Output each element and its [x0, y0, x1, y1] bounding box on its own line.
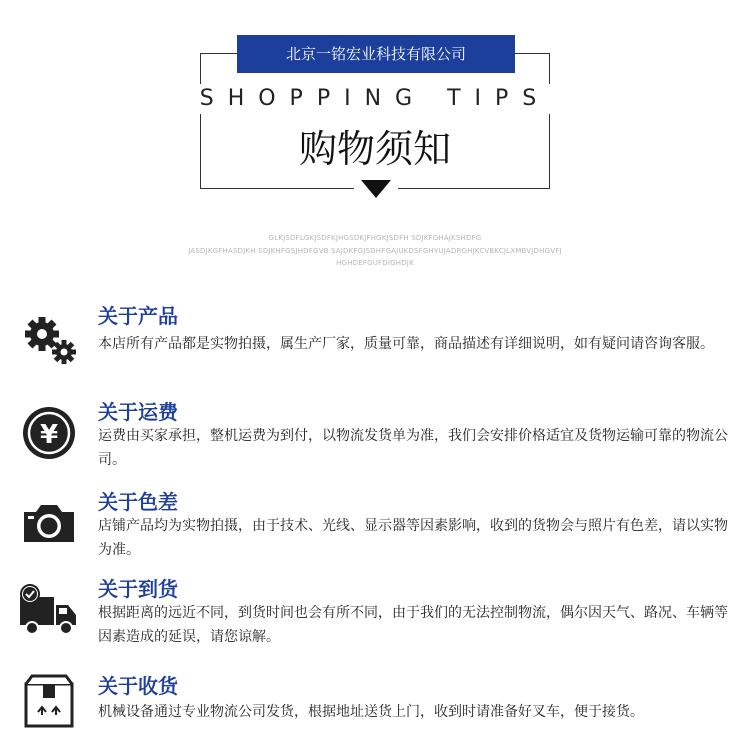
section-body: 店铺产品均为实物拍摄，由于技术、光线、显示器等因素影响，收到的货物会与照片有色差，请以实物为准。 [98, 518, 728, 558]
section-heading: 关于收货 [98, 674, 178, 698]
package-box-icon [18, 670, 80, 732]
decorative-filler-line-3: HGHDEFGUFDIGHDJK [336, 259, 414, 267]
camera-icon [18, 492, 80, 554]
section-body: 运费由买家承担，整机运费为到付，以物流发货单为准，我们会安排价格适宜及货物运输可靠的物流公司。 [98, 428, 728, 468]
section-heading: 关于色差 [98, 490, 178, 514]
page-title: 购物须知 [298, 127, 451, 171]
section-heading: 关于产品 [98, 304, 178, 328]
shopping-tips-label: SHOPPING TIPS [150, 84, 600, 114]
section-body: 本店所有产品都是实物拍摄，属生产厂家，质量可靠，商品描述有详细说明，如有疑问请咨询客服。 [98, 336, 714, 352]
decorative-filler-line-2: JASDJKGFHASDJKH SDJKHFGSJHDFGVB SAJDKFGJSDHFGAJUKDSFGHYUJADRGHJKCVBKCJLXMBVJDHGVFJ [188, 247, 562, 255]
decorative-filler-line-1: GLKJSDFLGKJSDFKJHGSDKJFHGKJSDFH SDJKFGHAJKSHDFG [268, 234, 482, 242]
section-body: 机械设备通过专业物流公司发货，根据地址送货上门，收到时请准备好叉车，便于接货。 [98, 704, 644, 720]
down-arrow-icon [361, 180, 391, 198]
delivery-truck-icon [18, 581, 80, 643]
section-heading: 关于运费 [98, 400, 178, 424]
yen-coin-icon [18, 402, 80, 464]
gears-icon [18, 308, 80, 370]
section-body: 根据距离的远近不同，到货时间也会有所不同，由于我们的无法控制物流，偶尔因天气、路况、车辆等因素造成的延误，请您谅解。 [98, 605, 728, 645]
svg-text:¥: ¥ [39, 420, 59, 450]
company-banner: 北京一铭宏业科技有限公司 [237, 35, 515, 73]
section-heading: 关于到货 [98, 577, 178, 601]
